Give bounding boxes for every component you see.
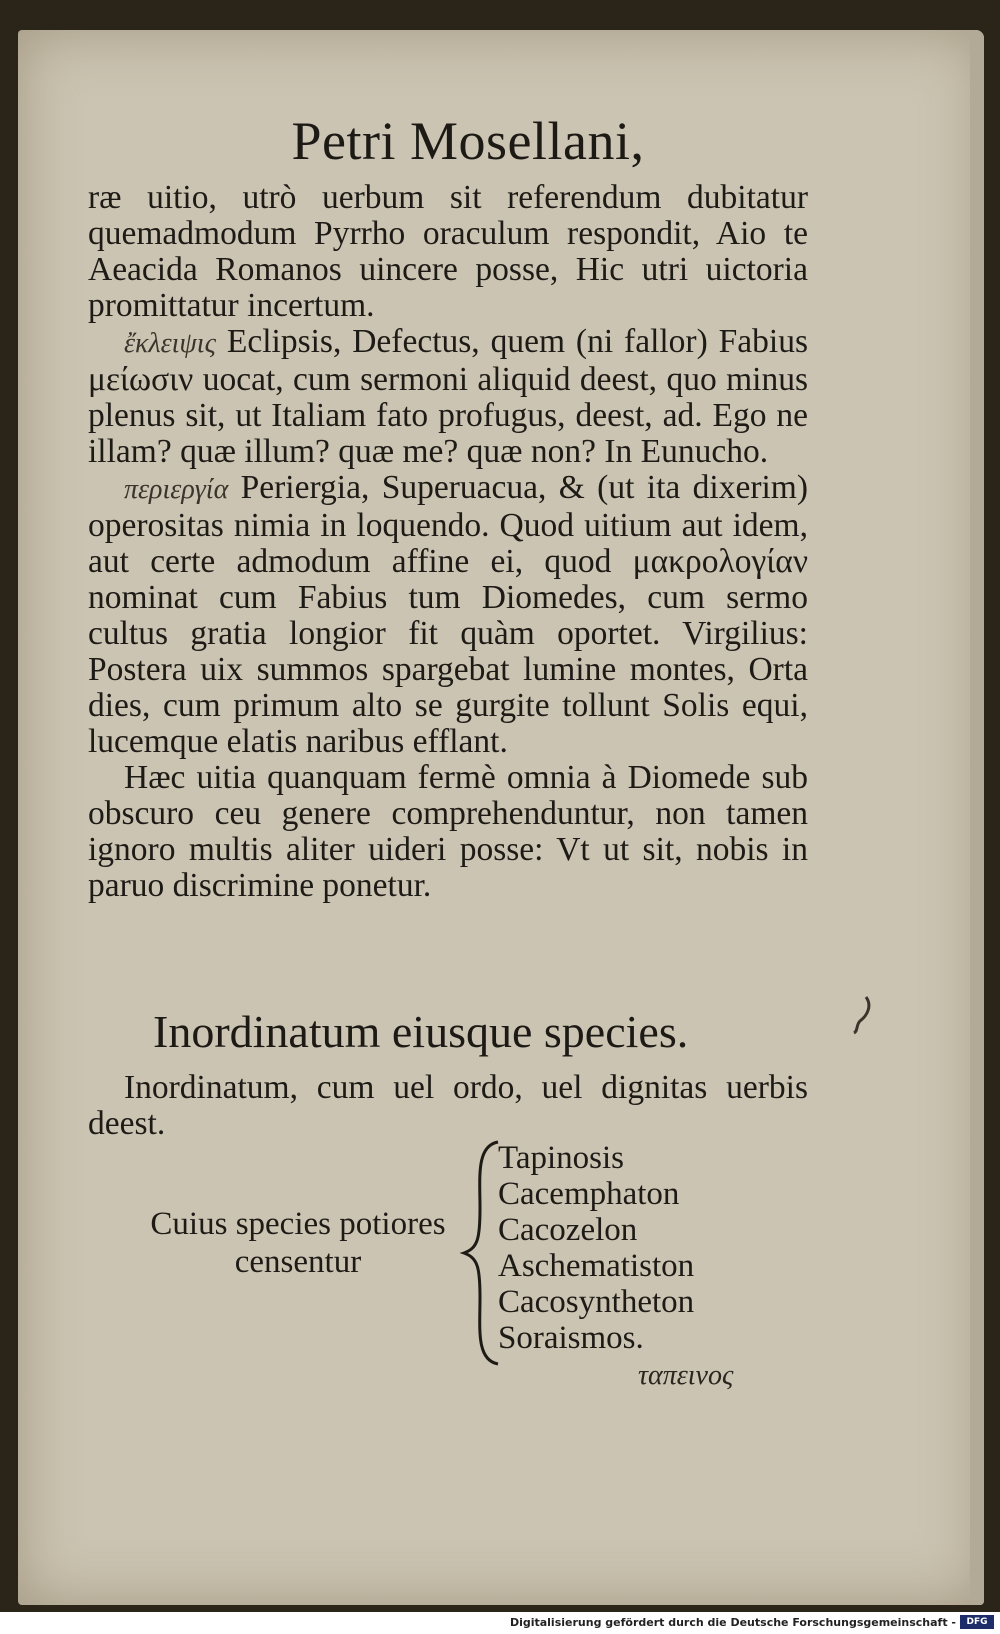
- paragraph-2: [88, 324, 808, 470]
- species-list: [498, 1140, 758, 1356]
- species-item: Tapinosis: [498, 1140, 625, 1176]
- species-item: Cacemphaton: [498, 1176, 680, 1212]
- paragraph-text: Eclipsis, Defectus, quem (ni fallor) Fabius μείωσιν uocat, cum sermoni aliquid deest, quo minus plenus sit, ut Italiam fato profugus, deest, ad. Ego ne illam? quæ illum? quæ me? quæ non? In Eunucho.: [88, 323, 809, 470]
- paragraph-text: Hæc uitia quanquam fermè omnia à Diomede sub obscuro ceu genere comprehenduntur, non tamen ignoro multis aliter uideri posse: Vt ut sit, nobis in paruo discrimine ponetur.: [88, 759, 808, 904]
- dfg-logo: DFG: [960, 1615, 994, 1629]
- species-label: Cuius species potiores censentur: [150, 1206, 446, 1280]
- book-page: [18, 30, 984, 1605]
- species-item: Cacozelon: [498, 1212, 638, 1248]
- footer-credit: Digitalisierung gefördert durch die Deutsche Forschungsgemeinschaft -: [509, 1616, 956, 1629]
- running-head: Petri Mosellani,: [291, 111, 645, 171]
- marginal-mark-icon: [848, 995, 878, 1035]
- section-heading: Inordinatum eiusque species.: [153, 1006, 689, 1057]
- page-edge: [970, 30, 984, 1605]
- species-item: Aschematiston: [498, 1248, 695, 1284]
- paragraph-4: [88, 760, 808, 904]
- section-paragraph: Inordinatum, cum uel ordo, uel dignitas uerbis deest.: [88, 1069, 808, 1142]
- greek-term: ἔκλειψις: [124, 328, 216, 359]
- body-text: [88, 180, 808, 904]
- greek-term: περιεργία: [124, 474, 229, 505]
- section-text: [88, 1070, 808, 1142]
- paragraph-text: ræ uitio, utrò uerbum sit referendum dubitatur quemadmodum Pyrrho oraculum respondit, Aio te Aeacida Romanos uincere posse, Hic utri uictoria promittatur incertum.: [88, 179, 808, 324]
- species-item: Cacosyntheton: [498, 1284, 695, 1320]
- paragraph-1: [88, 180, 808, 324]
- paragraph-3: [88, 470, 808, 760]
- paragraph-text: Periergia, Superuacua, & (ut ita dixerim) operositas nimia in loquendo. Quod uitium aut idem, aut certe admodum affine ei, quod μακρολογίαν nominat cum Fabius tum Diomedes, cum sermo cultus gratia longior fit quàm oportet. Virgilius: Postera uix summos spargebat lumine montes, Orta dies, cum primum alto se gurgite tollunt Solis equi, lucemque elatis naribus efflant.: [88, 469, 808, 760]
- species-item: Soraismos.: [498, 1320, 644, 1356]
- catchword: ταπεινος: [638, 1360, 734, 1391]
